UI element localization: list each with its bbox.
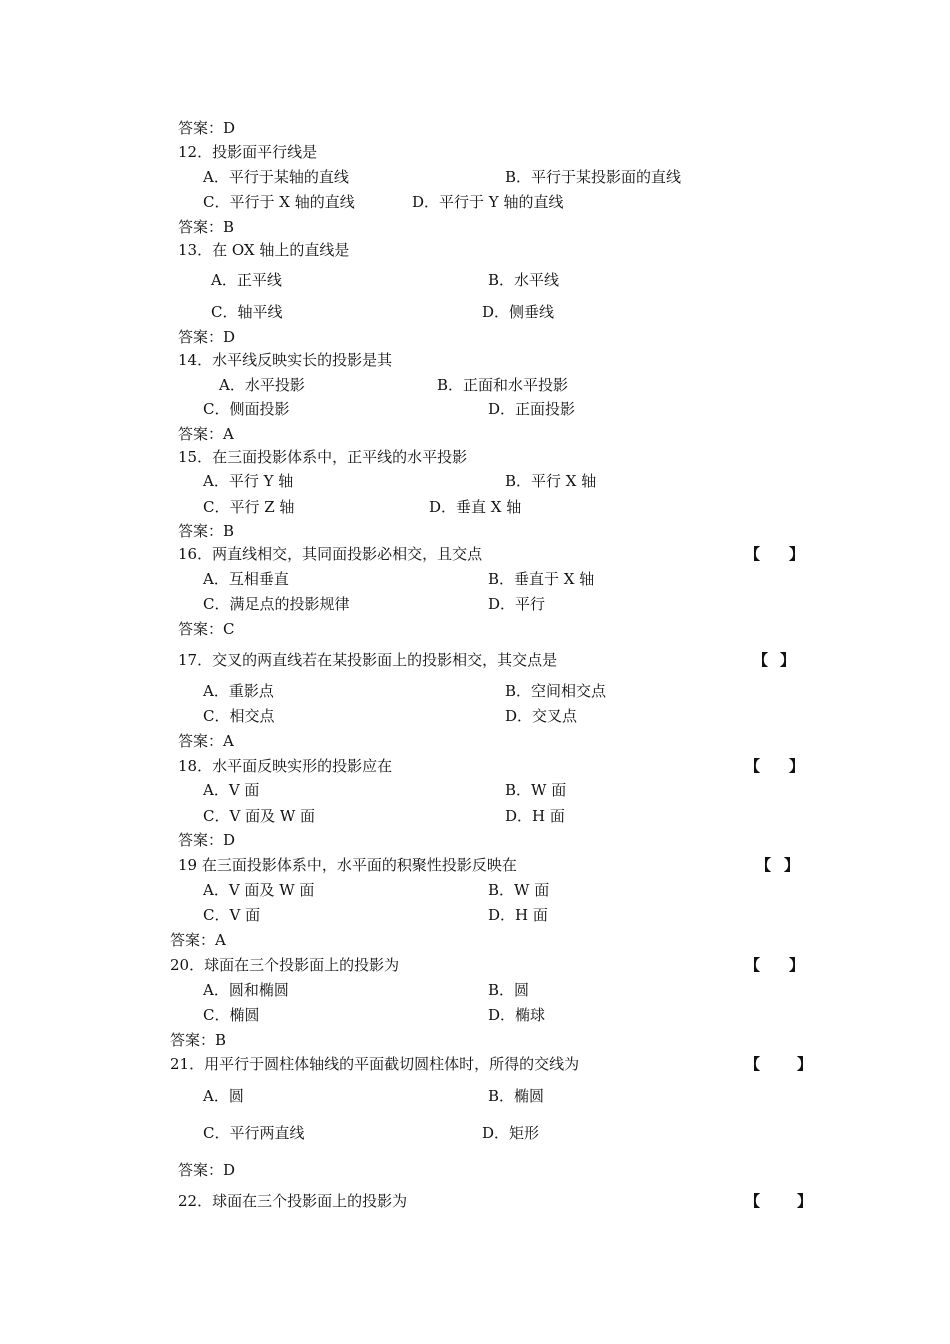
answer-12: 答案：B [178,218,235,236]
option-21-b: B．椭圆 [488,1087,545,1105]
option-21-d: D．矩形 [482,1124,540,1142]
answer-14: 答案：A [178,425,234,443]
option-13-b: B．水平线 [488,271,560,289]
question-17: 17．交叉的两直线若在某投影面上的投影相交，其交点是 [178,651,558,669]
answer-bracket-left: 【 [753,651,769,669]
answer-bracket-right: 】 [797,1192,813,1210]
option-17-a: A．重影点 [203,682,274,700]
question-22: 22．球面在三个投影面上的投影为 [178,1192,408,1210]
question-16: 16．两直线相交，其同面投影必相交，且交点 [178,545,483,563]
answer-15: 答案：B [178,522,235,540]
answer-bracket-right: 】 [797,1055,813,1073]
answer-21: 答案：D [178,1161,236,1179]
answer-bracket-right: 】 [789,757,805,775]
answer-13: 答案：D [178,328,236,346]
option-13-c: C．轴平线 [211,303,283,321]
answer-16: 答案：C [178,620,235,638]
answer-20: 答案：B [170,1031,227,1049]
option-12-b: B．平行于某投影面的直线 [505,168,682,186]
answer-18: 答案：D [178,831,236,849]
option-18-c: C．V 面及 W 面 [203,807,316,825]
option-18-b: B．W 面 [505,781,567,799]
option-20-a: A．圆和椭圆 [203,981,289,999]
option-15-d: D．垂直 X 轴 [429,498,522,516]
option-19-d: D．H 面 [488,906,548,924]
question-12: 12．投影面平行线是 [178,143,318,161]
answer-bracket-left: 【 [756,856,772,874]
question-18: 18．水平面反映实形的投影应在 [178,757,393,775]
question-14: 14．水平线反映实长的投影是其 [178,351,393,369]
option-18-a: A．V 面 [203,781,260,799]
option-19-b: B．W 面 [488,881,550,899]
answer-19: 答案：A [170,931,226,949]
option-21-a: A．圆 [203,1087,244,1105]
question-20: 20．球面在三个投影面上的投影为 [170,956,400,974]
option-14-d: D．正面投影 [488,400,576,418]
option-12-d: D．平行于 Y 轴的直线 [412,193,564,211]
option-18-d: D．H 面 [505,807,565,825]
question-15: 15．在三面投影体系中，正平线的水平投影 [178,448,468,466]
question-21: 21．用平行于圆柱体轴线的平面截切圆柱体时，所得的交线为 [170,1055,580,1073]
answer-bracket-left: 【 [745,956,761,974]
option-17-b: B．空间相交点 [505,682,607,700]
option-15-a: A．平行 Y 轴 [203,472,294,490]
answer-bracket-right: 】 [780,651,796,669]
option-12-c: C．平行于 X 轴的直线 [203,193,355,211]
answer-bracket-right: 】 [789,956,805,974]
answer-bracket-left: 【 [745,1192,761,1210]
option-15-b: B．平行 X 轴 [505,472,597,490]
option-14-a: A．水平投影 [219,376,305,394]
option-16-a: A．互相垂直 [203,570,289,588]
question-13: 13．在 OX 轴上的直线是 [178,241,350,259]
option-21-c: C．平行两直线 [203,1124,305,1142]
option-13-d: D．侧垂线 [482,303,555,321]
option-19-c: C．V 面 [203,906,261,924]
option-13-a: A．正平线 [211,271,282,289]
answer-17: 答案：A [178,732,234,750]
option-20-d: D．椭球 [488,1006,546,1024]
answer-bracket-left: 【 [745,545,761,563]
option-20-b: B．圆 [488,981,530,999]
question-19: 19 在三面投影体系中，水平面的积聚性投影反映在 [178,856,517,874]
answer-bracket-left: 【 [745,1055,761,1073]
option-17-c: C．相交点 [203,707,275,725]
option-16-c: C．满足点的投影规律 [203,595,350,613]
option-12-a: A．平行于某轴的直线 [203,168,349,186]
option-16-b: B．垂直于 X 轴 [488,570,595,588]
option-14-b: B．正面和水平投影 [437,376,569,394]
option-14-c: C．侧面投影 [203,400,290,418]
answer-line: 答案：D [178,119,236,137]
answer-bracket-left: 【 [745,757,761,775]
answer-bracket-right: 】 [784,856,800,874]
option-19-a: A．V 面及 W 面 [203,881,315,899]
option-17-d: D．交叉点 [505,707,578,725]
answer-bracket-right: 】 [789,545,805,563]
option-16-d: D．平行 [488,595,546,613]
option-20-c: C．椭圆 [203,1006,260,1024]
option-15-c: C．平行 Z 轴 [203,498,295,516]
